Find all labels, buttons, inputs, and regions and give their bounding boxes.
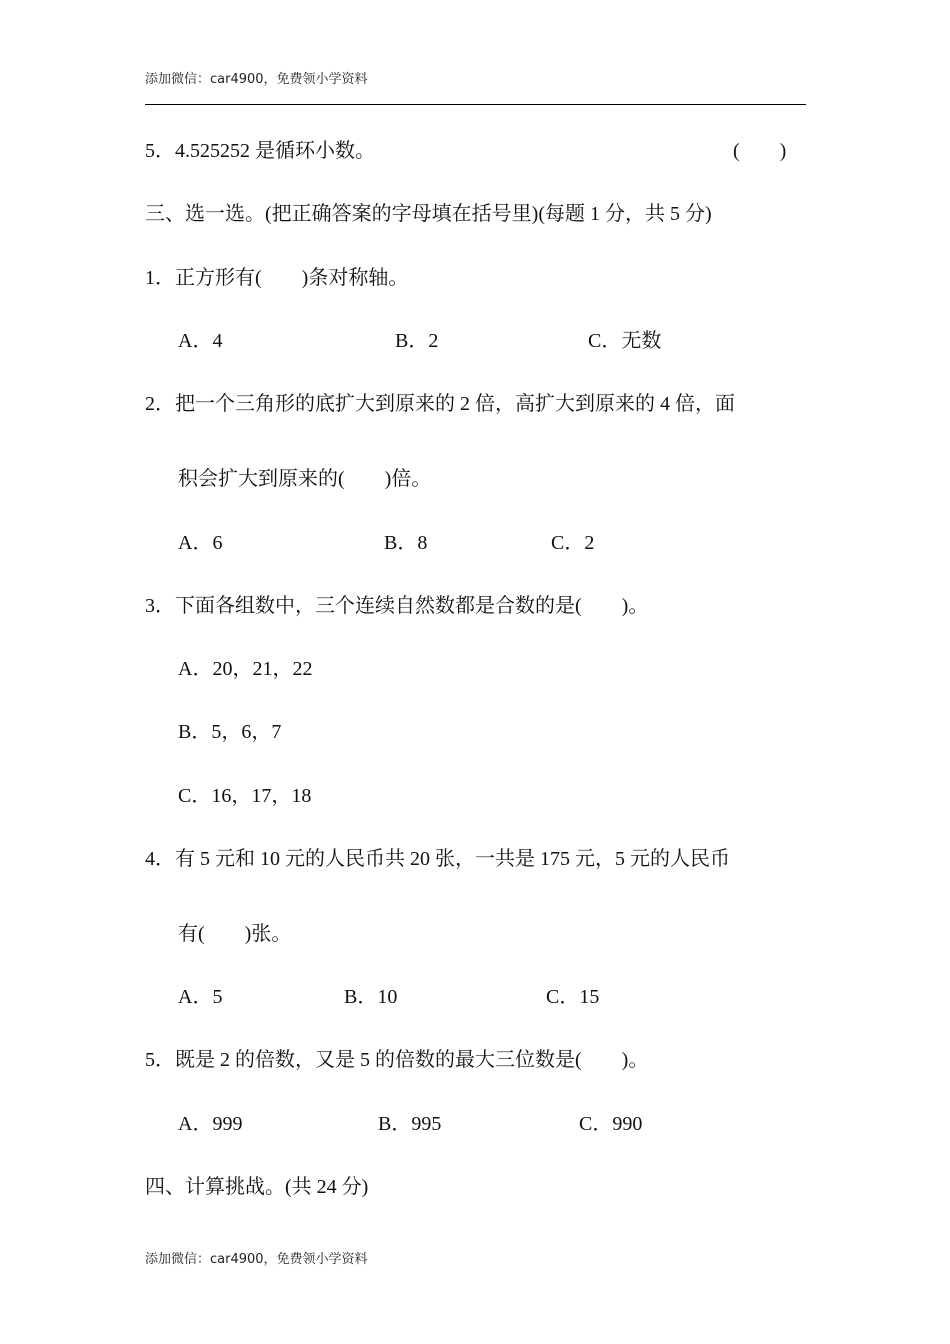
question-2-option-b: B．8 (384, 532, 428, 554)
header-note: 添加微信：car4900，免费领小学资料 (145, 72, 368, 87)
question-1-stem: 1．正方形有( )条对称轴。 (145, 267, 409, 289)
question-4-stem-line2: 有( )张。 (178, 923, 292, 945)
question-5-stem: 5．既是 2 的倍数，又是 5 的倍数的最大三位数是( )。 (145, 1049, 649, 1071)
question-2-stem-line2: 积会扩大到原来的( )倍。 (178, 468, 432, 490)
footer-note: 添加微信：car4900，免费领小学资料 (145, 1252, 368, 1267)
question-3-option-a: A．20，21，22 (178, 658, 313, 680)
question-2-option-c: C．2 (551, 532, 595, 554)
question-5-option-c: C．990 (579, 1113, 643, 1135)
question-1-option-c: C．无数 (588, 330, 662, 352)
answer-bracket: ( ) (733, 140, 787, 162)
question-5-option-b: B．995 (378, 1113, 442, 1135)
question-2-stem-line1: 2．把一个三角形的底扩大到原来的 2 倍，高扩大到原来的 4 倍，面 (145, 393, 735, 415)
question-2-option-a: A．6 (178, 532, 223, 554)
question-1-option-b: B．2 (395, 330, 439, 352)
section3-title: 三、选一选。(把正确答案的字母填在括号里)(每题 1 分，共 5 分) (145, 203, 712, 225)
prev-item-text: 5．4.525252 是循环小数。 (145, 140, 375, 162)
question-5-option-a: A．999 (178, 1113, 243, 1135)
question-4-stem-line1: 4．有 5 元和 10 元的人民币共 20 张，一共是 175 元，5 元的人民币 (145, 848, 730, 870)
question-1-option-a: A．4 (178, 330, 223, 352)
question-3-option-c: C．16，17，18 (178, 785, 312, 807)
question-4-option-b: B．10 (344, 986, 398, 1008)
question-3-stem: 3．下面各组数中，三个连续自然数都是合数的是( )。 (145, 595, 649, 617)
question-4-option-c: C．15 (546, 986, 600, 1008)
section4-title: 四、计算挑战。(共 24 分) (145, 1176, 369, 1198)
header-divider (145, 104, 806, 105)
question-4-option-a: A．5 (178, 986, 223, 1008)
question-3-option-b: B．5，6，7 (178, 721, 282, 743)
